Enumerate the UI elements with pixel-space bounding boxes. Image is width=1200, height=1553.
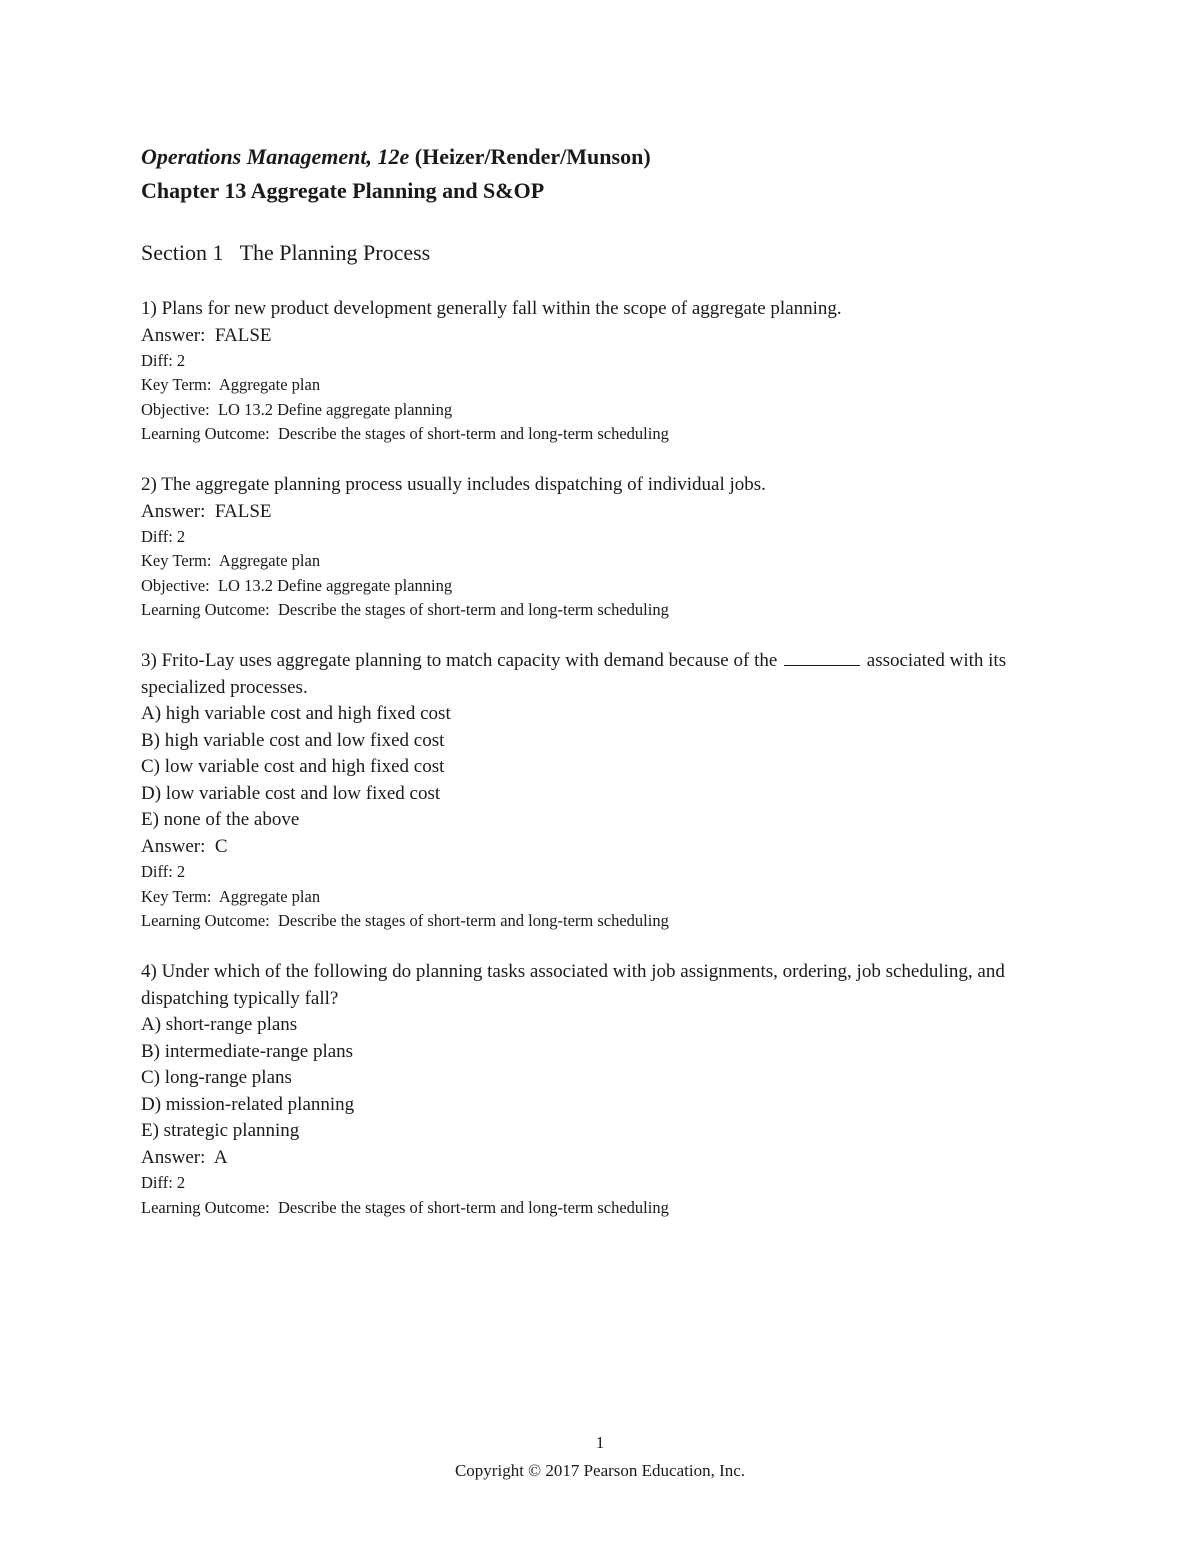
question-learning-outcome: Learning Outcome: Describe the stages of short-term and long-term scheduling [141,600,669,620]
question-difficulty: Diff: 2 [141,527,186,547]
question-3 [141,648,1061,933]
question-difficulty: Diff: 2 [141,1173,186,1193]
question-key-term: Key Term: Aggregate plan [141,886,321,906]
answer-option-b: B) high variable cost and low fixed cost [141,729,445,751]
book-authors: (Heizer/Render/Munson) [409,144,651,169]
chapter-title: Chapter 13 Aggregate Planning and S&OP [141,178,545,203]
question-answer: Answer: FALSE [141,500,272,522]
answer-option-a: A) short-range plans [141,1014,298,1036]
question-objective: Objective: LO 13.2 Define aggregate planning [141,575,453,595]
question-difficulty: Diff: 2 [141,862,186,882]
question-text [141,648,1061,701]
question-answer: Answer: A [141,1146,228,1168]
question-text-after-blank: associated with its specialized processes. [141,650,1007,698]
question-text-before-blank: 3) Frito-Lay uses aggregate planning to match capacity with demand because of the [141,650,778,672]
question-text: 4) Under which of the following do planning tasks associated with job assignments, ordering, job scheduling, and dispatching typically fall? [141,961,1005,1009]
answer-option-a: A) high variable cost and high fixed cost [141,703,451,725]
document-page [141,140,1061,1220]
question-2 [141,472,1061,622]
answer-option-d: D) mission-related planning [141,1093,355,1115]
question-answer: Answer: C [141,835,228,857]
book-title-line [141,140,1061,174]
question-learning-outcome: Learning Outcome: Describe the stages of short-term and long-term scheduling [141,423,669,443]
section-heading: Section 1 The Planning Process [141,240,431,265]
copyright-notice: Copyright © 2017 Pearson Education, Inc. [454,1461,746,1480]
answer-option-e: E) strategic planning [141,1120,300,1142]
question-text: 2) The aggregate planning process usually includes dispatching of individual jobs. [141,474,766,496]
question-1 [141,296,1061,446]
answer-option-c: C) low variable cost and high fixed cost [141,756,445,778]
book-title: Operations Management, 12e [141,144,410,169]
answer-option-c: C) long-range plans [141,1067,292,1089]
question-text: 1) Plans for new product development generally fall within the scope of aggregate planning. [141,298,842,319]
fill-in-blank [784,649,860,666]
question-learning-outcome: Learning Outcome: Describe the stages of short-term and long-term scheduling [141,910,669,930]
question-answer: Answer: FALSE [141,324,272,346]
question-learning-outcome: Learning Outcome: Describe the stages of short-term and long-term scheduling [141,1197,669,1217]
answer-option-d: D) low variable cost and low fixed cost [141,782,441,804]
answer-option-e: E) none of the above [141,809,300,831]
question-key-term: Key Term: Aggregate plan [141,375,321,395]
answer-option-b: B) intermediate-range plans [141,1040,354,1062]
question-objective: Objective: LO 13.2 Define aggregate planning [141,399,453,419]
question-4 [141,959,1061,1220]
page-number: 1 [595,1433,605,1452]
question-key-term: Key Term: Aggregate plan [141,551,321,571]
question-difficulty: Diff: 2 [141,351,186,370]
